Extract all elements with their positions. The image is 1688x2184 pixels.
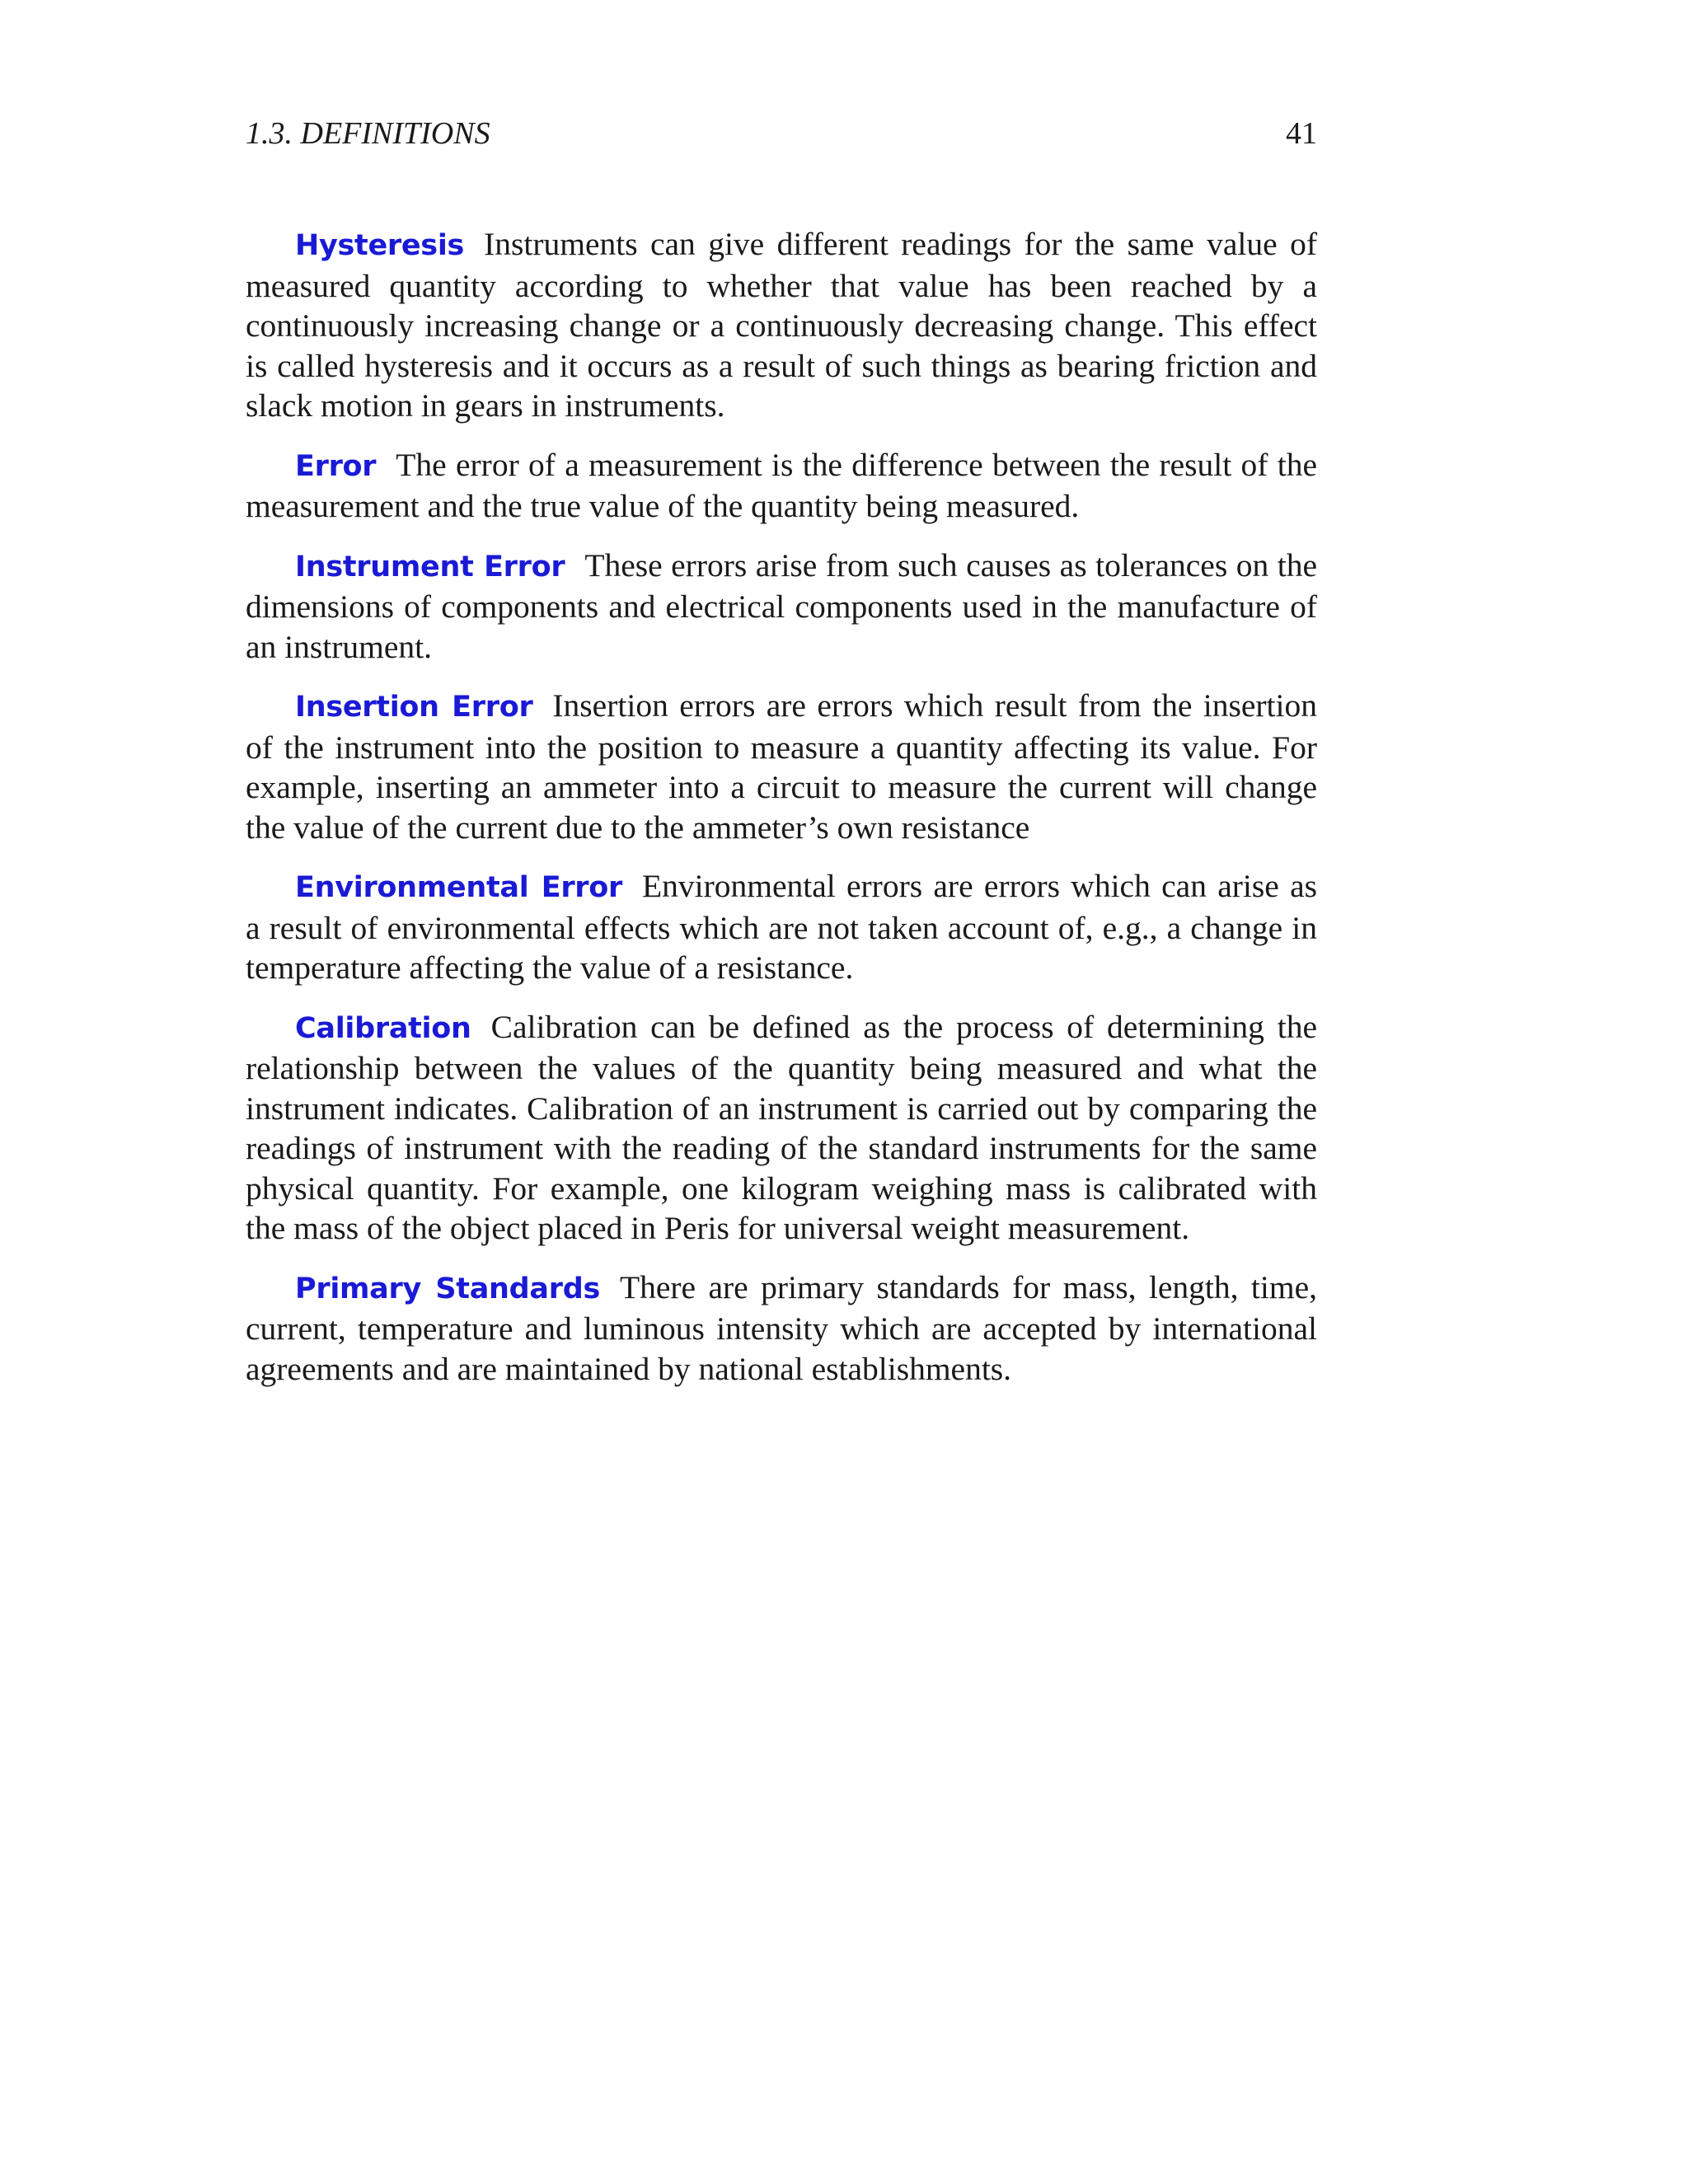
definition-text-error: The error of a measurement is the difference between the result of the measurement and the true value of the quantity being measured. xyxy=(246,446,1317,524)
definition-environmental-error xyxy=(246,866,1317,988)
definition-hysteresis xyxy=(246,224,1317,426)
definitions-body xyxy=(246,224,1317,1389)
page xyxy=(246,115,1317,1408)
term-insertion-error: Insertion Error xyxy=(295,691,533,724)
page-number: 41 xyxy=(1286,116,1317,151)
definition-text-instrument-error: These errors arise from such causes as tolerances on the dimensions of components and electrical components used in the manufacture of an instrument. xyxy=(246,546,1317,665)
definition-instrument-error xyxy=(246,546,1317,668)
definition-text-environmental-error: Environmental errors are errors which can arise as a result of environmental effects which are not taken account of, e.g., a change in temperature affecting the value of a resistance. xyxy=(246,868,1317,986)
definition-text-insertion-error: Insertion errors are errors which result from the insertion of the instrument into the position to measure a quantity affecting its value. For example, inserting an ammeter into a circuit to measure the current will change the value of the current due to the ammeter’s own resistance xyxy=(246,687,1317,846)
term-instrument-error: Instrument Error xyxy=(295,550,565,583)
term-hysteresis: Hysteresis xyxy=(295,229,465,262)
definition-text-hysteresis: Instruments can give different readings for the same value of measured quantity according to whether that value has been reached by a continuously increasing change or a continuously decreasing change. This effect is called hysteresis and it occurs as a result of such things as bearing friction and slack motion in gears in instruments. xyxy=(246,226,1317,424)
definition-text-calibration: Calibration can be defined as the process of determining the relationship between the values of the quantity being measured and what the instrument indicates. Calibration of an instrument is carried out by comparing the readings of instrument with the reading of the standard instruments for the same physical quantity. For example, one kilogram weighing mass is calibrated with the mass of the object placed in Peris for universal weight measurement. xyxy=(246,1008,1317,1246)
definition-insertion-error xyxy=(246,686,1317,847)
running-head xyxy=(246,115,1317,165)
definition-calibration xyxy=(246,1007,1317,1249)
definition-primary-standards xyxy=(246,1268,1317,1390)
term-environmental-error: Environmental Error xyxy=(295,871,622,904)
definition-error xyxy=(246,445,1317,527)
section-title: 1.3. DEFINITIONS xyxy=(246,116,490,151)
definition-text-primary-standards: There are primary standards for mass, length, time, current, temperature and luminous intensity which are accepted by international agreements and are maintained by national establishments. xyxy=(246,1268,1317,1387)
term-error: Error xyxy=(295,449,377,483)
term-primary-standards: Primary Standards xyxy=(295,1272,600,1305)
term-calibration: Calibration xyxy=(295,1011,471,1045)
